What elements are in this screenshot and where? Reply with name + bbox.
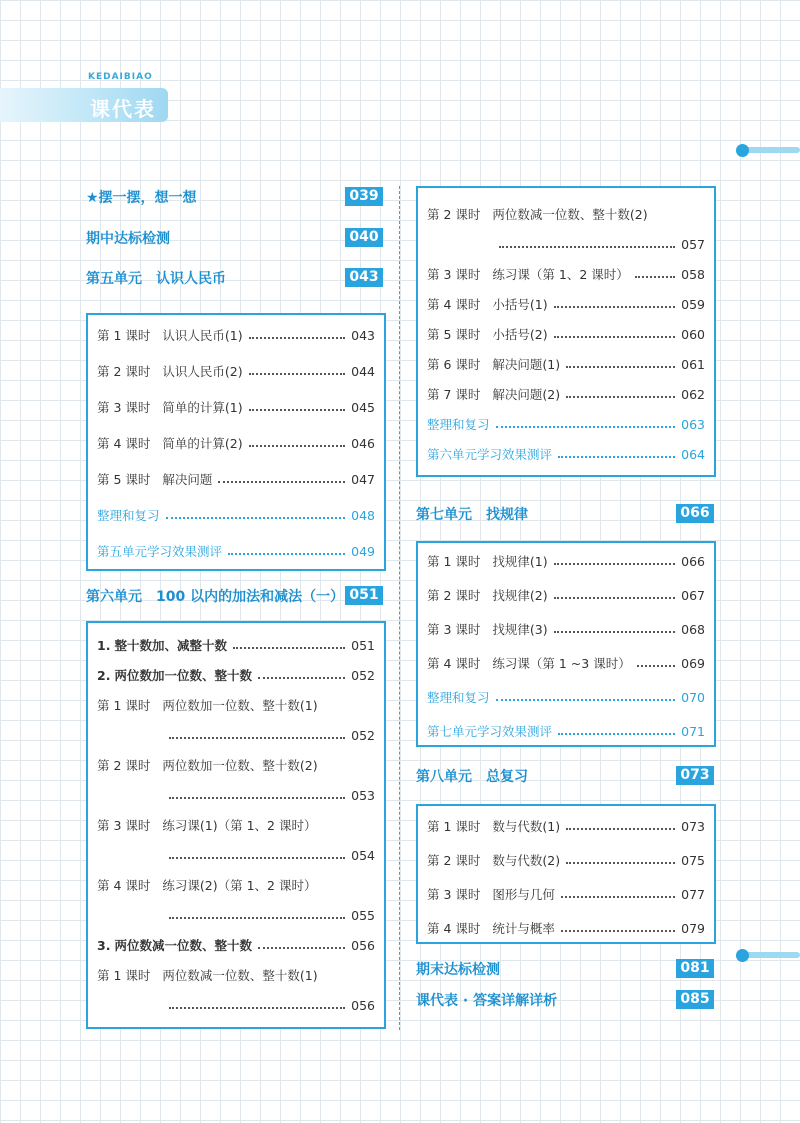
toc-assessment-entry[interactable]: 第六单元学习效果测评 064	[427, 446, 705, 462]
deco-line-top	[742, 147, 800, 153]
toc-subsection[interactable]: 1. 整十数加、减整十数 051	[97, 637, 375, 653]
column-divider	[399, 186, 400, 1030]
unit-title[interactable]: 第五单元 认识人民币	[86, 271, 226, 287]
page-badge: 081	[676, 959, 714, 978]
toc-entry[interactable]: 第 2 课时 两位数加一位数、整十数(2)	[97, 758, 318, 773]
toc-entry-page[interactable]: 054	[97, 845, 375, 865]
page-badge: 051	[345, 586, 383, 605]
toc-review-entry[interactable]: 整理和复习 070	[427, 689, 705, 705]
toc-assessment-entry[interactable]: 第七单元学习效果测评 071	[427, 723, 705, 739]
toc-entry[interactable]: 第 3 课时 简单的计算(1) 045	[97, 399, 375, 415]
toc-entry[interactable]: 第 1 课时 两位数加一位数、整十数(1)	[97, 698, 318, 713]
section-title[interactable]: 课代表 · 答案详解详析	[416, 993, 558, 1009]
toc-review-entry[interactable]: 整理和复习 063	[427, 416, 705, 432]
toc-entry-page[interactable]: 052	[97, 725, 375, 745]
unit8-toc-box	[416, 804, 716, 944]
unit-title[interactable]: 第六单元 100 以内的加法和减法（一）	[86, 589, 345, 605]
toc-entry[interactable]: 第 3 课时 图形与几何 077	[427, 886, 705, 902]
section-title[interactable]: 期末达标检测	[416, 962, 500, 978]
unit5-toc-box	[86, 313, 386, 571]
toc-entry[interactable]: 第 4 课时 简单的计算(2) 046	[97, 435, 375, 451]
unit-title[interactable]: 第七单元 找规律	[416, 507, 528, 523]
toc-entry[interactable]: 第 4 课时 小括号(1) 059	[427, 296, 705, 312]
toc-entry[interactable]: 第 3 课时 找规律(3) 068	[427, 621, 705, 637]
toc-entry[interactable]: 第 1 课时 找规律(1) 066	[427, 553, 705, 569]
toc-entry[interactable]: 第 6 课时 解决问题(1) 061	[427, 356, 705, 372]
page-badge: 073	[676, 766, 714, 785]
brand-title: 课代表	[90, 97, 156, 121]
toc-entry[interactable]: 第 5 课时 解决问题 047	[97, 471, 375, 487]
toc-entry[interactable]: 第 4 课时 统计与概率 079	[427, 920, 705, 936]
toc-subsection[interactable]: 2. 两位数加一位数、整十数 052	[97, 667, 375, 683]
toc-entry[interactable]: 第 2 课时 数与代数(2) 075	[427, 852, 705, 868]
toc-entry-page[interactable]: 057	[427, 234, 705, 254]
deco-dot-top	[736, 144, 749, 157]
toc-entry-page[interactable]: 056	[97, 995, 375, 1015]
toc-entry-page[interactable]: 053	[97, 785, 375, 805]
brand-english: KEDAIBIAO	[88, 72, 153, 82]
toc-entry[interactable]: 第 2 课时 两位数减一位数、整十数(2)	[427, 207, 648, 222]
toc-subsection[interactable]: 3. 两位数减一位数、整十数 056	[97, 937, 375, 953]
toc-entry[interactable]: 第 2 课时 认识人民币(2) 044	[97, 363, 375, 379]
toc-entry[interactable]: 第 2 课时 找规律(2) 067	[427, 587, 705, 603]
toc-assessment-entry[interactable]: 第五单元学习效果测评 049	[97, 543, 375, 559]
unit7-toc-box	[416, 541, 716, 747]
toc-entry[interactable]: 第 1 课时 认识人民币(1) 043	[97, 327, 375, 343]
toc-entry[interactable]: 第 5 课时 小括号(2) 060	[427, 326, 705, 342]
toc-entry[interactable]: 第 4 课时 练习课（第 1 ~3 课时） 069	[427, 655, 705, 671]
deco-line-bottom	[742, 952, 800, 958]
toc-review-entry[interactable]: 整理和复习 048	[97, 507, 375, 523]
page-badge: 043	[345, 268, 383, 287]
deco-dot-bottom	[736, 949, 749, 962]
toc-entry[interactable]: 第 3 课时 练习课(1)（第 1、2 课时）	[97, 818, 317, 833]
section-title[interactable]: 期中达标检测	[86, 231, 170, 247]
section-title[interactable]: ★摆一摆，想一想	[86, 190, 197, 206]
unit-title[interactable]: 第八单元 总复习	[416, 769, 528, 785]
unit6-continued-box	[416, 186, 716, 477]
toc-entry[interactable]: 第 1 课时 两位数减一位数、整十数(1)	[97, 968, 318, 983]
page-badge: 039	[345, 187, 383, 206]
toc-entry[interactable]: 第 7 课时 解决问题(2) 062	[427, 386, 705, 402]
toc-entry[interactable]: 第 1 课时 数与代数(1) 073	[427, 818, 705, 834]
toc-entry-page[interactable]: 055	[97, 905, 375, 925]
toc-entry[interactable]: 第 3 课时 练习课（第 1、2 课时） 058	[427, 266, 705, 282]
toc-entry[interactable]: 第 4 课时 练习课(2)（第 1、2 课时）	[97, 878, 317, 893]
page-badge: 085	[676, 990, 714, 1009]
page-badge: 066	[676, 504, 714, 523]
page-badge: 040	[345, 228, 383, 247]
unit6-toc-box	[86, 621, 386, 1029]
